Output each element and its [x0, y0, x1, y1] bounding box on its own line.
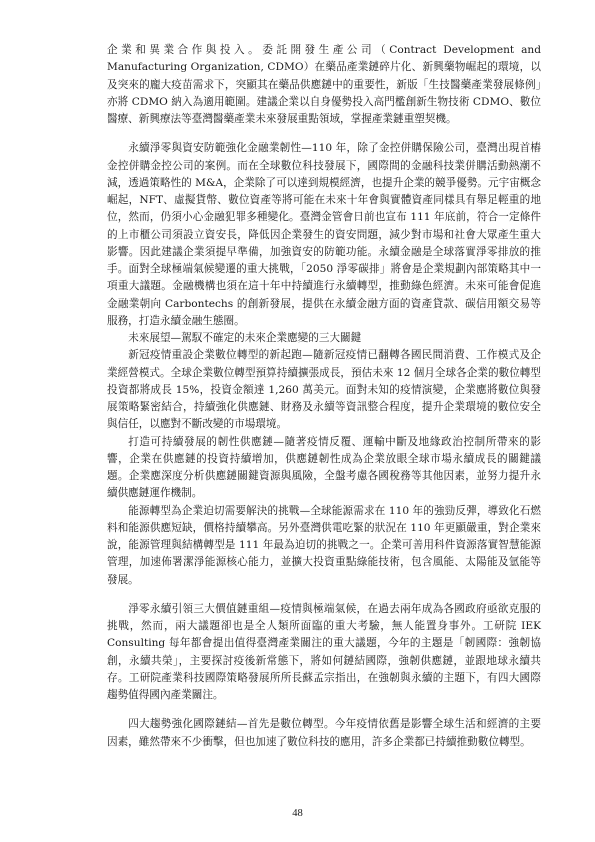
paragraph-energy: 能源轉型為企業迫切需要解決的挑戰—全球能源需求在 110 年的強勁反彈，導致化石燃料和能源供應短缺，價格持續攀高。另外臺灣供電吃緊的狀況在 110 年更顯嚴重，對企業來說，能源管理與結構轉型是 111 年最為迫切的挑戰之一。企業可善用科件資源落實智慧能源管理，加速佈署潔淨能源核心能力，並擴大投資重點綠能技術，包含風能、太陽能及氫能等發展。 — [107, 504, 541, 586]
paragraph-gap — [107, 128, 541, 140]
section-heading: 未來展望—駕馭不確定的未來企業應變的三大關鍵 — [128, 332, 362, 344]
document-body — [107, 42, 541, 751]
paragraph-gap — [107, 704, 541, 716]
page-number: 48 — [292, 808, 303, 819]
paragraph-digital-transformation: 新冠疫情重設企業數位轉型的新起跑—隨新冠疫情已翻轉各國民間消費、工作模式及企業經營模式。全球企業數位轉型預算持續擴張成長，預估未來 12 個月全球各企業的數位轉型投資都將成長 15%，投資金額達 1,260 萬美元。面對未知的疫情演變，企業應將數位與發展策略緊密結合，持續強化供應鏈、財務及永續等資訊整合程度，提升企業環境的數位安全與信任，以應對不斷改變的市場環境。 — [107, 349, 541, 431]
paragraph-four-trends: 四大趨勢強化國際鏈結—首先是數位轉型。今年疫情依舊是影響全球生活和經濟的主要因素，雖然帶來不少衝擊，但也加速了數位科技的應用，許多企業都已持續推動數位轉型。 — [107, 718, 541, 748]
paragraph-finance: 永續淨零與資安防範強化金融業韌性—110 年，除了金控併購保險公司，臺灣出現首樁金控併購金控公司的案例。而在全球數位科技發展下，國際間的金融科技業併購活動熱潮不減，透過策略性的 M&A，企業除了可以達到規模經濟，也提升企業的競爭優勢。元宇宙概念崛起，NFT、虛擬貨幣、數位資產等將可能在未來十年會與實體資產同樣具有舉足輕重的地位，然而，仍須小心金融犯罪多種變化。臺灣金管會日前也宣布 111 年底前，符合一定條件的上市櫃公司須設立資安長，降低因企業發生的資安問題，減少對市場和社會大眾產生重大影響。因此建議企業須提早準備，加強資安的防範功能。永續金融是全球落實淨零排放的推手。面對全球極端氣候變遷的重大挑戰，「2050 淨零碳排」將會是企業規劃內部策略其中一項重大議題。金融機構也須在這十年中持續進行永續轉型，推動綠色經濟。未來可能會促進金融業朝向 Carbontechs 的創新發展，提供在永續金融方面的資產貸款、碳信用額交易等服務，打造永續金融生態圈。 — [107, 142, 541, 327]
paragraph-cdmo: 企業和異業合作與投入。委託開發生產公司（Contract Development and Manufacturing Organization, CDMO）在藥品產業鏈碎片化、新興藥物崛起的環境，以及突來的龐大疫苗需求下，突顯其在藥品供應鏈中的重要性，新版「生技醫藥產業發展條例」亦將 CDMO 納入為適用範圍。建議企業以自身優勢投入高門檻創新生物技術 CDMO、數位醫療、新興療法等臺灣醫藥產業未來發展重點領域，掌握產業鏈重塑契機。 — [107, 44, 541, 125]
paragraph-supply-chain: 打造可持續發展的韌性供應鏈—隨著疫情反覆、運輸中斷及地緣政治控制所帶來的影響，企業在供應鏈的投資持續增加，供應鏈韌性成為企業放眼全球市場永續成長的關鍵議題。企業應深度分析供應鏈關鍵資源與風險，全盤考慮各國稅務等其他因素，並努力提升永續供應鏈運作機制。 — [107, 435, 541, 500]
paragraph-gap — [107, 589, 541, 601]
paragraph-net-zero: 淨零永續引領三大價值鏈重組—疫情與極端氣候，在過去兩年成為各國政府亟欲克服的挑戰，然而，兩大議題卻也是全人類所面臨的重大考驗，無人能置身事外。工研院 IEK Consulting 每年都會提出值得臺灣產業關注的重大議題，今年的主題是「韌國際：強韌協創，永續共榮」，主要探討疫後新常態下，將如何鏈結國際，強韌供應鏈，並跟地球永續共存。工研院產業科技國際策略發展所所長蘇孟宗指出，在強韌與永續的主題下，有四大國際趨勢值得國內產業關注。 — [107, 602, 541, 701]
